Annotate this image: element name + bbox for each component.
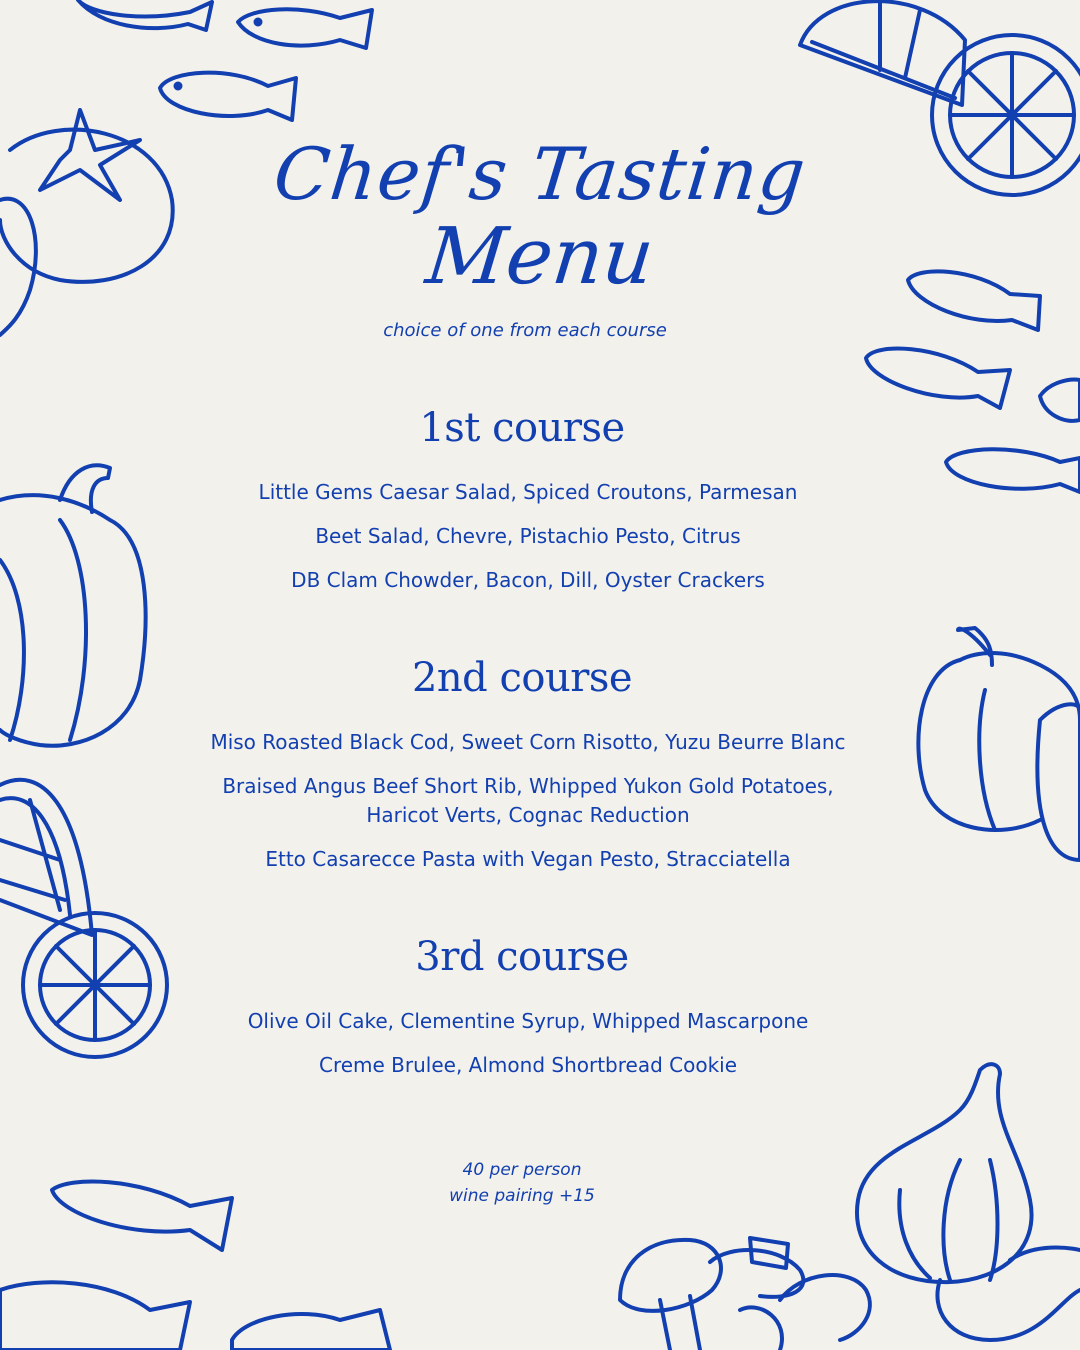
fish-icon — [160, 73, 296, 120]
mushroom-icon — [620, 1238, 870, 1350]
bell-pepper-icon — [0, 465, 146, 745]
fish-icon — [232, 1310, 390, 1350]
fish-icon — [238, 9, 372, 48]
menu-item: Little Gems Caesar Salad, Spiced Croutons, Parmesan — [258, 480, 798, 504]
fish-icon — [78, 0, 212, 30]
menu-item: Olive Oil Cake, Clementine Syrup, Whipped Mascarpone — [247, 1009, 809, 1033]
menu-item: DB Clam Chowder, Bacon, Dill, Oyster Crackers — [291, 568, 765, 592]
wine-pairing-price: wine pairing +15 — [449, 1186, 595, 1206]
menu-item: Etto Casarecce Pasta with Vegan Pesto, Stracciatella — [265, 847, 791, 871]
menu-subtitle: choice of one from each course — [383, 320, 667, 341]
menu-item-continued: Haricot Verts, Cognac Reduction — [366, 803, 690, 827]
menu-title: Chef's Tasting — [270, 132, 810, 216]
menu-item: Creme Brulee, Almond Shortbread Cookie — [318, 1053, 738, 1077]
course-heading: 3rd course — [415, 934, 629, 980]
course-heading: 2nd course — [411, 655, 633, 701]
course-heading: 1st course — [419, 405, 625, 451]
menu-title-second-line: Menu — [422, 212, 658, 302]
menu-item: Miso Roasted Black Cod, Sweet Corn Risotto, Yuzu Beurre Blanc — [210, 730, 846, 754]
fish-icon — [1040, 380, 1080, 421]
fish-icon — [866, 349, 1010, 408]
fish-icon — [0, 1282, 190, 1350]
menu-item: Braised Angus Beef Short Rib, Whipped Yukon Gold Potatoes, — [222, 774, 834, 798]
price-per-person: 40 per person — [462, 1160, 582, 1180]
menu-item: Beet Salad, Chevre, Pistachio Pesto, Citrus — [315, 524, 741, 548]
